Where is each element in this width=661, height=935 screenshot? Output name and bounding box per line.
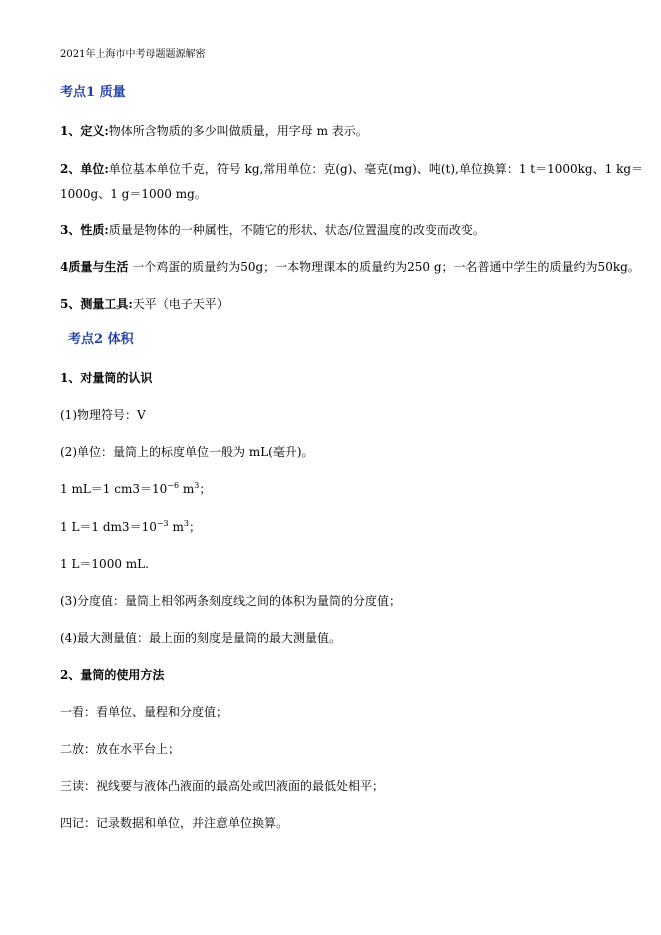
section-title-volume: 考点2 体积 — [68, 332, 134, 347]
paragraph-unit-continued: 1000g、1 g＝1000 mg。 — [60, 187, 207, 201]
line-ml-conversion — [60, 480, 621, 498]
item-keyword: 单位: — [80, 162, 109, 176]
subheading-cylinder: 1、对量筒的认识 — [60, 371, 153, 385]
item-number: 4 — [60, 260, 69, 274]
exponent: 3 — [183, 519, 189, 528]
line-step-read: 三读：视线要与液体凸液面的最高处或凹液面的最低处相平； — [60, 779, 385, 793]
item-number: 5、 — [60, 297, 81, 311]
item-keyword: 测量工具: — [80, 297, 133, 311]
text: m — [168, 520, 184, 534]
item-keyword: 质量与生活 — [68, 260, 129, 274]
page-header: 2021年上海市中考母题题源解密 — [60, 49, 206, 60]
item-text: 单位基本单位千克，符号 kg,常用单位：克(g)、毫克(mg)、吨(t),单位换算：1 t＝1000kg、1 kg＝ — [108, 162, 644, 176]
line-step-record: 四记：记录数据和单位，并注意单位换算。 — [60, 816, 289, 830]
subheading-usage: 2、量筒的使用方法 — [60, 668, 165, 682]
line-step-place: 二放：放在水平台上； — [60, 742, 181, 756]
item-text: 一个鸡蛋的质量约为50g；一本物理课本的质量约为250 g；一名普通中学生的质量约为50kg。 — [132, 260, 640, 274]
item-number: 1、 — [60, 124, 81, 138]
line-unit: (2)单位：量筒上的标度单位一般为 mL(毫升)。 — [60, 445, 314, 459]
paragraph-definition — [60, 122, 621, 140]
item-text: 物体所含物质的多少叫做质量，用字母 m 表示。 — [108, 124, 368, 138]
item-number: 3、 — [60, 223, 81, 237]
item-keyword: 性质: — [80, 223, 109, 237]
paragraph-unit — [60, 160, 644, 178]
item-keyword: 定义: — [80, 124, 109, 138]
text: ； — [199, 482, 212, 496]
text: 1 L＝1 dm3＝10 — [60, 520, 157, 534]
text: 1 mL＝1 cm3＝10 — [60, 482, 168, 496]
section-title-mass: 考点1 质量 — [60, 85, 126, 100]
line-division-value: (3)分度值：量筒上相邻两条刻度线之间的体积为量筒的分度值； — [60, 594, 402, 608]
item-text: 天平（电子天平） — [132, 297, 229, 311]
item-number: 2、 — [60, 162, 81, 176]
text: ； — [188, 520, 201, 534]
line-l-conversion — [60, 518, 621, 536]
exponent: 3 — [194, 481, 200, 490]
line-step-look: 一看：看单位、量程和分度值； — [60, 705, 229, 719]
paragraph-measuring-tool — [60, 295, 621, 313]
line-max-value: (4)最大测量值：最上面的刻度是量筒的最大测量值。 — [60, 631, 342, 645]
line-symbol: (1)物理符号：V — [60, 408, 146, 422]
text: m — [179, 482, 195, 496]
paragraph-property — [60, 221, 621, 239]
item-text: 质量是物体的一种属性，不随它的形状、状态/位置温度的改变而改变。 — [108, 223, 485, 237]
line-l-ml: 1 L＝1000 mL. — [60, 557, 149, 571]
exponent: −6 — [167, 481, 180, 490]
paragraph-mass-in-life — [60, 258, 640, 276]
exponent: −3 — [156, 519, 169, 528]
